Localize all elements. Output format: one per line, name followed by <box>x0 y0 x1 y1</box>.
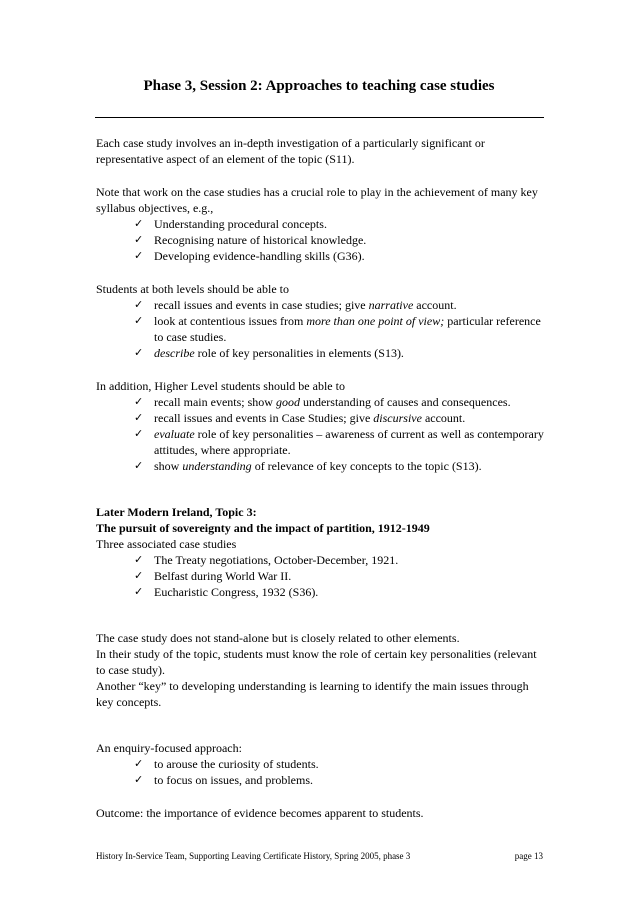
enquiry-section <box>96 740 546 788</box>
outcome-section <box>96 805 546 821</box>
page-number: page 13 <box>514 851 543 861</box>
list-item: ✓ recall main events; show good understanding of causes and consequences. <box>134 395 511 409</box>
topic-section <box>96 504 546 600</box>
both-levels-list <box>96 297 546 361</box>
list-item: ✓ The Treaty negotiations, October-December, 1921. <box>134 553 399 567</box>
check-icon: ✓ <box>134 396 144 408</box>
title-rule <box>95 117 544 118</box>
enquiry-paragraph: An enquiry-focused approach: <box>96 741 242 755</box>
enquiry-list <box>96 756 546 788</box>
topic-subheading: The pursuit of sovereignty and the impact of partition, 1912-1949 <box>96 521 430 535</box>
list-item: ✓ Developing evidence-handling skills (G36). <box>134 249 365 263</box>
note-section <box>96 184 546 264</box>
check-icon: ✓ <box>134 315 144 327</box>
topic-paragraph: Three associated case studies <box>96 537 237 551</box>
list-item: ✓ describe role of key personalities in elements (S13). <box>134 346 404 360</box>
page-title: Phase 3, Session 2: Approaches to teaching case studies <box>143 78 495 94</box>
list-item: ✓ recall issues and events in case studies; give narrative account. <box>134 298 457 312</box>
check-icon: ✓ <box>134 460 144 472</box>
list-item: ✓ Recognising nature of historical knowledge. <box>134 233 367 247</box>
outcome-paragraph: Outcome: the importance of evidence becomes apparent to students. <box>96 806 424 820</box>
both-levels-section <box>96 281 546 361</box>
check-icon: ✓ <box>134 554 144 566</box>
note-list <box>96 216 546 264</box>
check-icon: ✓ <box>134 299 144 311</box>
topic-heading: Later Modern Ireland, Topic 3: <box>96 505 257 519</box>
check-icon: ✓ <box>134 347 144 359</box>
check-icon: ✓ <box>134 774 144 786</box>
document-body <box>96 135 546 838</box>
check-icon: ✓ <box>134 758 144 770</box>
list-item: ✓ Belfast during World War II. <box>134 569 292 583</box>
list-item: ✓ show understanding of relevance of key concepts to the topic (S13). <box>134 459 482 473</box>
list-item: ✓ Understanding procedural concepts. <box>134 217 327 231</box>
footer-source: History In-Service Team, Supporting Leaving Certificate History, Spring 2005, phase 3 <box>96 851 411 861</box>
higher-level-section <box>96 378 546 474</box>
check-icon: ✓ <box>134 586 144 598</box>
list-item: ✓ to arouse the curiosity of students. <box>134 757 319 771</box>
check-icon: ✓ <box>134 218 144 230</box>
list-item: ✓ evaluate role of key personalities – awareness of current as well as contemporary attitudes, where appropriate. <box>134 427 544 457</box>
relation-line: Another “key” to developing understanding is learning to identify the main issues through key concepts. <box>96 679 529 709</box>
list-item: ✓ recall issues and events in Case Studies; give discursive account. <box>134 411 466 425</box>
relation-line: The case study does not stand-alone but is closely related to other elements. <box>96 631 460 645</box>
check-icon: ✓ <box>134 412 144 424</box>
note-paragraph: Note that work on the case studies has a crucial role to play in the achievement of many key syllabus objectives, e.g., <box>96 185 538 215</box>
list-item: ✓ Eucharistic Congress, 1932 (S36). <box>134 585 319 599</box>
topic-list <box>96 552 546 600</box>
intro-section <box>96 135 546 167</box>
list-item: ✓ look at contentious issues from more than one point of view; particular reference to case studies. <box>134 314 541 344</box>
list-item: ✓ to focus on issues, and problems. <box>134 773 313 787</box>
check-icon: ✓ <box>134 570 144 582</box>
relation-section <box>96 630 546 710</box>
higher-level-list <box>96 394 546 474</box>
check-icon: ✓ <box>134 250 144 262</box>
higher-level-paragraph: In addition, Higher Level students should be able to <box>96 379 345 393</box>
both-levels-paragraph: Students at both levels should be able to <box>96 282 289 296</box>
page-footer <box>96 850 543 862</box>
relation-line: In their study of the topic, students must know the role of certain key personalities (relevant to case study). <box>96 647 537 677</box>
intro-paragraph: Each case study involves an in-depth investigation of a particularly significant or representative aspect of an element of the topic (S11). <box>96 136 485 166</box>
check-icon: ✓ <box>134 428 144 440</box>
check-icon: ✓ <box>134 234 144 246</box>
